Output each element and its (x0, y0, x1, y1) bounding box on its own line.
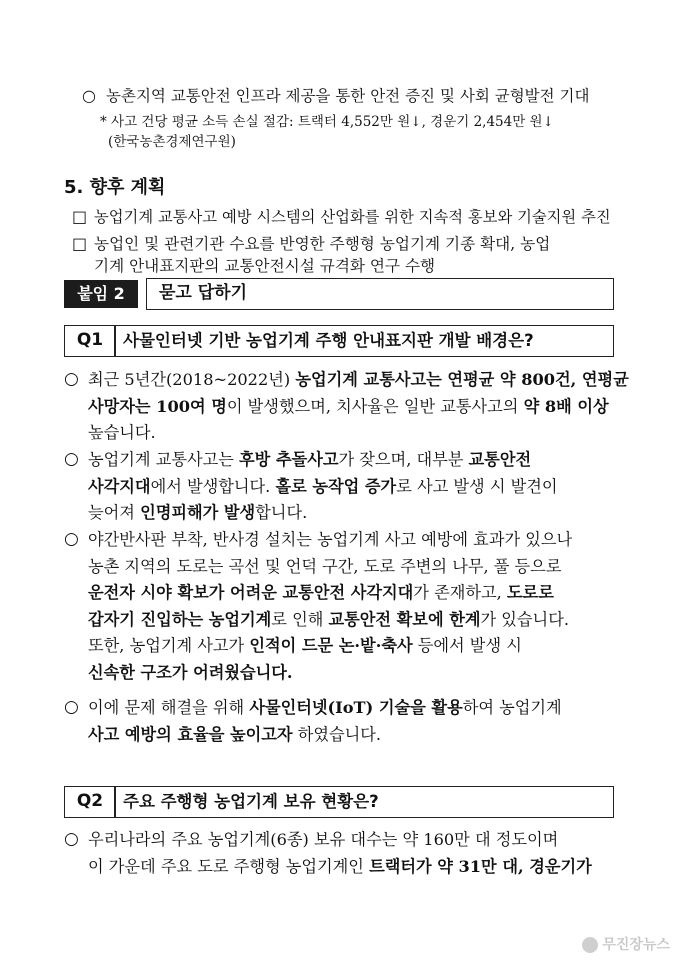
circle-bullet: ○ (64, 697, 79, 717)
answer-text: 농업기계 교통사고는 (88, 450, 240, 469)
answer-text: 등에서 발생 시 (412, 636, 522, 655)
answer-emphasis: 교통안전 (468, 450, 532, 469)
watermark-logo-icon (582, 937, 598, 953)
section5-title: 5. 향후 계획 (64, 177, 166, 198)
answer-line (88, 369, 629, 391)
answer-text: 이에 문제 해결을 위해 (88, 698, 250, 717)
answer-line (88, 476, 558, 498)
answer-emphasis: 인적이 드문 논·밭·축사 (249, 636, 413, 655)
square-bullet: □ (72, 207, 88, 226)
answer-emphasis: 인명피해가 발생 (140, 503, 256, 522)
intro-note: * 사고 건당 평균 소득 손실 절감: 트랙터 4,552만 원↓, 경운기 2,454만 원↓ (100, 114, 554, 130)
answer-line (88, 697, 562, 719)
answer-line (88, 396, 609, 418)
plan-item-2-cont: 기계 안내표지판의 교통안전시설 규격화 연구 수행 (94, 257, 436, 275)
answer-text: 가 잦으며, 대부분 (338, 450, 469, 469)
answer-line (88, 449, 531, 471)
circle-bullet: ○ (64, 369, 79, 389)
answer-emphasis: 트랙터가 약 31만 대, 경운기가 (369, 857, 592, 876)
answer-emphasis: 사고 예방의 효율을 높이고자 (88, 724, 293, 744)
answer-emphasis: 갑자기 진입하는 농업기계 (88, 609, 272, 629)
appendix-tag: 붙임 2 (64, 280, 138, 308)
intro-note-source: (한국농촌경제연구원) (108, 134, 236, 150)
watermark (582, 934, 670, 954)
answer-line (88, 724, 381, 746)
answer-text: 로 사고 발생 시 발견이 (396, 476, 558, 496)
answer-text: 높습니다. (88, 423, 156, 442)
answer-text: 늦어져 (88, 503, 141, 522)
answer-text: 로 인해 (271, 609, 329, 629)
watermark-text: 무진장뉴스 (602, 937, 670, 953)
circle-bullet: ○ (64, 829, 79, 849)
answer-line (88, 502, 307, 524)
answer-text: 우리나라의 주요 농업기계(6종) 보유 대수는 약 160만 대 정도이며 (88, 830, 559, 849)
answer-text: 이 발생했으며, 치사율은 일반 교통사고의 (226, 396, 524, 416)
circle-bullet: ○ (64, 529, 79, 549)
answer-emphasis: 교통안전 확보에 한계 (328, 609, 481, 629)
answer-line (88, 582, 554, 604)
answer-line (88, 609, 569, 631)
q2-number: Q2 (64, 786, 116, 818)
answer-emphasis: 약 8배 이상 (523, 396, 609, 416)
answer-emphasis: 홀로 농작업 증가 (275, 476, 397, 496)
answer-text: 가 있습니다. (480, 609, 569, 629)
circle-bullet: ○ (82, 86, 96, 105)
answer-line (88, 529, 572, 551)
answer-emphasis: 사물인터넷(IoT) 기술을 활용 (249, 698, 463, 717)
answer-text: 최근 5년간(2018~2022년) (88, 370, 296, 389)
answer-text: 합니다. (255, 503, 308, 522)
answer-text: 이 가운데 주요 도로 주행형 농업기계인 (88, 857, 370, 876)
answer-line (88, 635, 522, 657)
answer-text: 에서 발생합니다. (150, 476, 276, 496)
square-bullet: □ (72, 234, 88, 253)
answer-text: 또한, 농업기계 사고가 (88, 636, 250, 655)
q2-title: 주요 주행형 농업기계 보유 현황은? (114, 786, 614, 818)
plan-item-2: 농업인 및 관련기관 수요를 반영한 주행형 농업기계 기종 확대, 농업 (94, 235, 551, 253)
answer-emphasis: 사망자는 100여 명 (88, 396, 227, 416)
answer-emphasis: 후방 추돌사고 (239, 450, 339, 469)
intro-text: 농촌지역 교통안전 인프라 제공을 통한 안전 증진 및 사회 균형발전 기대 (106, 87, 590, 105)
answer-line (88, 662, 293, 684)
answer-text: 하여 농업기계 (462, 698, 562, 717)
answer-emphasis: 도로로 (506, 583, 554, 602)
answer-text: 하였습니다. (292, 724, 382, 744)
answer-line (88, 856, 592, 878)
answer-emphasis: 사각지대 (88, 476, 151, 496)
answer-line (88, 829, 558, 851)
answer-line (88, 422, 156, 444)
appendix-title: 묻고 답하기 (146, 278, 614, 310)
answer-text: 가 존재하고, (413, 583, 507, 602)
answer-emphasis: 신속한 구조가 어려웠습니다. (88, 662, 293, 682)
answer-text: 야간반사판 부착, 반사경 설치는 농업기계 사고 예방에 효과가 있으나 (88, 530, 573, 549)
plan-item-1: 농업기계 교통사고 예방 시스템의 산업화를 위한 지속적 홍보와 기술지원 추진 (94, 208, 611, 226)
answer-emphasis: 운전자 시야 확보가 어려운 교통안전 사각지대 (88, 583, 414, 602)
circle-bullet: ○ (64, 449, 79, 469)
answer-text: 농촌 지역의 도로는 곡선 및 언덕 구간, 도로 주변의 나무, 풀 등으로 (88, 556, 562, 576)
q1-number: Q1 (64, 325, 116, 357)
answer-line (88, 556, 561, 578)
q1-title: 사물인터넷 기반 농업기계 주행 안내표지판 개발 배경은? (114, 325, 614, 357)
answer-emphasis: 농업기계 교통사고는 연평균 약 800건, 연평균 (295, 370, 629, 389)
